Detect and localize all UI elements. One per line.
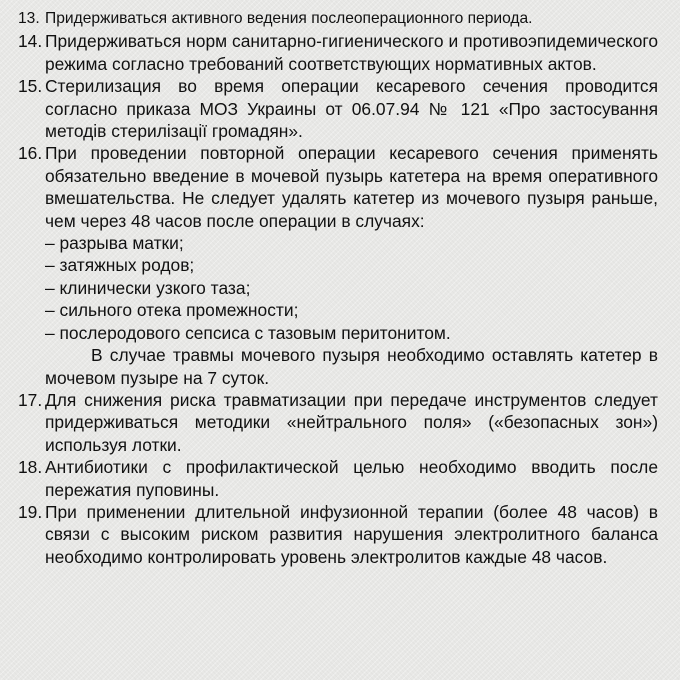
item-number: 15. xyxy=(18,76,43,97)
item-text: При проведении повторной операции кесаревого сечения применять обязательно введение в мочевой пузырь катетера на время оперативного вмешательства. Не следует удалять катетер из мочевого пузыря раньше, чем через 48 часов после операции в случаях: xyxy=(45,143,658,231)
item-text: При применении длительной инфузионной терапии (более 48 часов) в связи с высоким риском развития нарушения электролитного баланса необходимо контролировать уровень электролитов каждые 48 часов. xyxy=(45,501,658,567)
item-number: 16. xyxy=(18,143,43,164)
list-item-15 xyxy=(18,75,658,142)
bullet-postpartum-sepsis: – послеродового сепсиса с тазовым перитонитом. xyxy=(45,322,451,343)
item-text: Антибиотики с профилактической целью необходимо вводить после пережатия пуповины. xyxy=(45,457,658,500)
item-number: 18. xyxy=(18,457,43,478)
bullet-uterine-rupture: – разрыва матки; xyxy=(45,233,184,254)
list-item-14 xyxy=(18,30,658,75)
item-number: 14. xyxy=(18,31,43,52)
item-text: Стерилизация во время операции кесаревого сечения проводится согласно приказа МОЗ Украины от 06.07.94 № 121 «Про застосування методів стерилізації громадян». xyxy=(45,76,658,142)
item-text: Для снижения риска травматизации при передаче инструментов следует придерживаться методики «нейтрального поля» («безопасных зон») используя лотки. xyxy=(45,389,658,455)
list-item-18 xyxy=(18,456,658,501)
item-text: Придерживаться активного ведения послеоперационного периода. xyxy=(45,10,533,27)
bullet-perineal-edema: – сильного отека промежности; xyxy=(45,300,299,321)
list-item-13 xyxy=(18,8,658,30)
bullet-narrow-pelvis: – клинически узкого таза; xyxy=(45,277,251,298)
list-item-17 xyxy=(18,389,658,456)
bladder-trauma-note: В случае травмы мочевого пузыря необходимо оставлять катетер в мочевом пузыре на 7 суток. xyxy=(45,345,658,388)
item-number: 19. xyxy=(18,501,43,522)
list-item-19 xyxy=(18,501,658,568)
list-item-16 xyxy=(18,142,658,388)
item-number: 13. xyxy=(18,10,40,27)
bullet-prolonged-labor: – затяжных родов; xyxy=(45,255,195,276)
item-number: 17. xyxy=(18,389,43,410)
item-text: Придерживаться норм санитарно-гигиенического и противоэпидемического режима согласно требований соответствующих нормативных актов. xyxy=(45,31,658,74)
